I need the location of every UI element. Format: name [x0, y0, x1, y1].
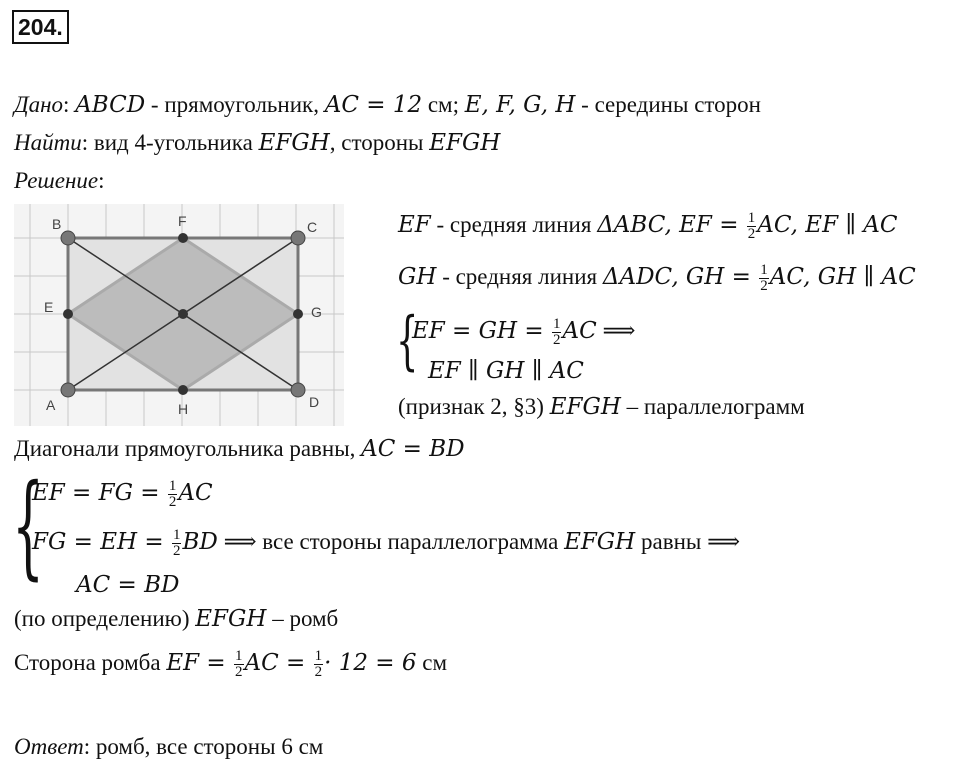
- side-d1: 2: [235, 664, 243, 681]
- point-f: [178, 233, 188, 243]
- conclusion2-line: [14, 604, 338, 634]
- system1-row1: [412, 316, 635, 348]
- conclusion1-math: EFGH: [549, 394, 621, 420]
- point-a: [61, 383, 75, 397]
- system2-row3: AC = BD: [76, 572, 180, 598]
- diagonals-line: [14, 434, 465, 464]
- system2-mid-text: все стороны параллелограмма: [256, 529, 565, 554]
- system1-num: 1: [552, 316, 561, 333]
- label-a: A: [46, 397, 56, 413]
- system2-implies1: ⟹: [223, 529, 257, 554]
- step1-a: EF: [398, 212, 431, 238]
- answer-label: Ответ: [14, 734, 84, 759]
- find-line: [14, 128, 500, 158]
- label-e: E: [44, 299, 54, 315]
- step1-den: 2: [747, 226, 756, 243]
- diagonals-math: AC = BD: [361, 436, 465, 462]
- answer-text: ромб, все стороны 6 см: [90, 734, 324, 759]
- side-unit: см: [416, 650, 448, 675]
- answer-line: [14, 732, 323, 762]
- given-line: [14, 90, 761, 120]
- side-m1: EF =: [166, 650, 233, 676]
- system2-row1-a: EF = FG =: [32, 480, 167, 506]
- system1-fraction: [552, 317, 562, 348]
- step2-a: GH: [398, 264, 437, 290]
- system1-den: 2: [552, 332, 561, 349]
- step1-line: [398, 210, 898, 242]
- find-part-1: EFGH: [258, 130, 330, 156]
- system1-row2: EF ∥ GH ∥ AC: [428, 358, 584, 384]
- step2-c: ΔADC, GH =: [602, 264, 759, 290]
- system2-brace: {: [12, 461, 45, 591]
- step1-c: ΔABC, EF =: [597, 212, 746, 238]
- step1-d: AC, EF ∥ AC: [757, 212, 898, 238]
- system2-row2-a: FG = EH =: [32, 529, 171, 555]
- find-part-0: вид 4-угольника: [88, 130, 259, 155]
- side-m2: AC =: [244, 650, 313, 676]
- system2-row1-den: 2: [168, 494, 177, 511]
- side-fraction-1: [234, 649, 244, 680]
- conclusion2-math: EFGH: [195, 606, 267, 632]
- step2-den: 2: [760, 278, 768, 295]
- step2-line: [398, 262, 916, 294]
- find-part-2: , стороны: [329, 130, 430, 155]
- system2-row2-num: 1: [172, 527, 181, 544]
- given-part-0: ABCD: [75, 92, 146, 118]
- label-g: G: [311, 304, 322, 320]
- system2-row2-b: BD: [182, 529, 218, 555]
- given-label: Дано: [14, 92, 64, 117]
- conclusion2-text: – ромб: [266, 606, 339, 631]
- step1-b: - средняя линия: [430, 212, 598, 237]
- system2-row1: [32, 478, 213, 510]
- conclusion1-line: [398, 392, 805, 422]
- label-d: D: [309, 394, 320, 410]
- side-n2: 1: [314, 648, 323, 665]
- system1-row1-a: EF = GH =: [412, 318, 551, 344]
- point-e: [63, 309, 73, 319]
- given-part-3: см;: [422, 92, 465, 117]
- point-b: [61, 231, 75, 245]
- point-center: [178, 309, 188, 319]
- side-line: [14, 648, 447, 680]
- system2-implies2: ⟹: [707, 529, 741, 554]
- point-d: [291, 383, 305, 397]
- given-part-1: - прямоугольник,: [145, 92, 325, 117]
- system2-row1-fraction: [168, 479, 178, 510]
- find-sep: :: [81, 130, 89, 155]
- rectangle-rhombus-figure: [14, 204, 344, 426]
- side-m3: · 12 = 6: [324, 650, 417, 676]
- solution-label: Решение: [14, 168, 99, 193]
- given-part-5: - середины сторон: [575, 92, 761, 117]
- system1-row1-b: AC: [562, 318, 597, 344]
- system1-implies: ⟹: [602, 318, 636, 343]
- step2-num: 1: [760, 262, 768, 279]
- side-d2: 2: [314, 664, 323, 681]
- find-part-3: EFGH: [429, 130, 501, 156]
- answer-sep: :: [83, 734, 91, 759]
- system2-mid-math: EFGH: [564, 529, 636, 555]
- given-part-4: E, F, G, H: [464, 92, 576, 118]
- step2-fraction: [759, 263, 769, 294]
- system2-row2-den: 2: [172, 543, 181, 560]
- point-h: [178, 385, 188, 395]
- solution-heading: [14, 166, 105, 196]
- diagonals-text: Диагонали прямоугольника равны,: [14, 436, 362, 461]
- step1-fraction: [747, 211, 757, 242]
- system2-mid-text2: равны: [635, 529, 708, 554]
- system2-row1-b: AC: [178, 480, 213, 506]
- label-f: F: [178, 213, 187, 229]
- side-text: Сторона ромба: [14, 650, 167, 675]
- system1-brace: {: [396, 304, 419, 378]
- system2-row2-fraction: [172, 528, 182, 559]
- system2-row2: [32, 527, 740, 559]
- solution-sep: :: [98, 168, 105, 193]
- point-g: [293, 309, 303, 319]
- system2-row1-num: 1: [168, 478, 177, 495]
- label-c: C: [307, 219, 318, 235]
- step2-d: AC, GH ∥ AC: [769, 264, 916, 290]
- conclusion2-ref: (по определению): [14, 606, 196, 631]
- given-part-2: AC = 12: [324, 92, 423, 118]
- problem-number: 204.: [12, 10, 69, 44]
- step1-num: 1: [747, 210, 756, 227]
- step2-b: - средняя линия: [436, 264, 603, 289]
- point-c: [291, 231, 305, 245]
- label-h: H: [178, 401, 189, 417]
- given-sep: :: [63, 92, 70, 117]
- find-label: Найти: [14, 130, 82, 155]
- conclusion1-ref: (признак 2, §3): [398, 394, 550, 419]
- label-b: B: [52, 216, 62, 232]
- side-n1: 1: [235, 648, 243, 665]
- side-fraction-2: [314, 649, 324, 680]
- conclusion1-text: – параллелограмм: [620, 394, 805, 419]
